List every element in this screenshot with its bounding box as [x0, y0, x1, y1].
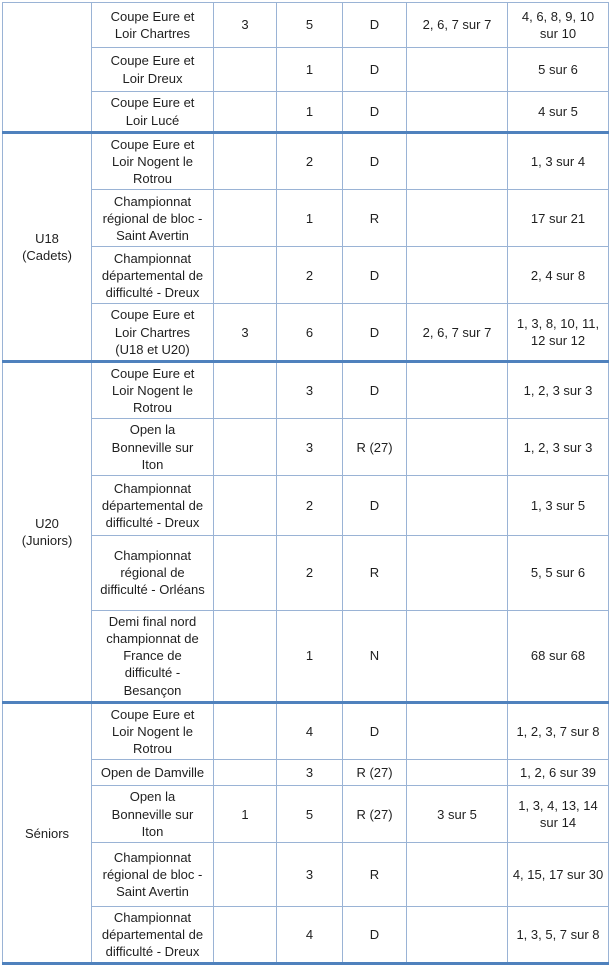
- competition-cell: Demi final nord championnat de France de difficulté - Besançon: [92, 610, 214, 702]
- value-cell: 3: [214, 3, 277, 48]
- value-cell: [407, 92, 508, 133]
- value-cell: D: [343, 361, 407, 418]
- category-cell: U20 (Juniors): [3, 361, 92, 702]
- category-cell: U18 (Cadets): [3, 133, 92, 362]
- table-row: [3, 906, 609, 963]
- value-cell: D: [343, 304, 407, 361]
- competition-cell: Championnat régional de bloc - Saint Avertin: [92, 190, 214, 247]
- value-cell: D: [343, 92, 407, 133]
- value-cell: 5: [277, 3, 343, 48]
- value-cell: 3: [214, 304, 277, 361]
- category-cell: Séniors: [3, 702, 92, 963]
- value-cell: [407, 842, 508, 906]
- value-cell: [214, 702, 277, 759]
- competition-cell: Championnat départemental de difficulté - Dreux: [92, 247, 214, 304]
- value-cell: 2, 6, 7 sur 7: [407, 304, 508, 361]
- value-cell: R (27): [343, 419, 407, 475]
- value-cell: 68 sur 68: [508, 610, 609, 702]
- value-cell: 5, 5 sur 6: [508, 535, 609, 610]
- value-cell: 17 sur 21: [508, 190, 609, 247]
- value-cell: 2, 6, 7 sur 7: [407, 3, 508, 48]
- value-cell: [407, 133, 508, 190]
- competition-cell: Championnat départemental de difficulté - Dreux: [92, 475, 214, 535]
- value-cell: 1, 2, 3, 7 sur 8: [508, 702, 609, 759]
- value-cell: 1: [277, 92, 343, 133]
- table-row: [3, 304, 609, 361]
- value-cell: 2: [277, 133, 343, 190]
- value-cell: [407, 48, 508, 92]
- value-cell: N: [343, 610, 407, 702]
- value-cell: 3: [277, 419, 343, 475]
- value-cell: 5: [277, 786, 343, 842]
- value-cell: [214, 475, 277, 535]
- value-cell: R: [343, 190, 407, 247]
- value-cell: 2, 4 sur 8: [508, 247, 609, 304]
- competition-cell: Open de Damville: [92, 760, 214, 786]
- competition-cell: Championnat départemental de difficulté - Dreux: [92, 906, 214, 963]
- value-cell: R: [343, 535, 407, 610]
- value-cell: R: [343, 842, 407, 906]
- value-cell: [407, 247, 508, 304]
- value-cell: [214, 419, 277, 475]
- table-row: [3, 190, 609, 247]
- value-cell: [407, 419, 508, 475]
- competition-cell: Coupe Eure et Loir Nogent le Rotrou: [92, 133, 214, 190]
- value-cell: [407, 190, 508, 247]
- value-cell: 2: [277, 475, 343, 535]
- value-cell: 4: [277, 906, 343, 963]
- table-row: [3, 760, 609, 786]
- value-cell: 1, 2, 6 sur 39: [508, 760, 609, 786]
- competition-cell: Championnat régional de bloc - Saint Avertin: [92, 842, 214, 906]
- category-cell: [3, 3, 92, 133]
- table-row: [3, 475, 609, 535]
- value-cell: 1: [277, 190, 343, 247]
- table-row: [3, 786, 609, 842]
- competition-cell: Coupe Eure et Loir Lucé: [92, 92, 214, 133]
- competition-cell: Open la Bonneville sur Iton: [92, 419, 214, 475]
- value-cell: 4, 15, 17 sur 30: [508, 842, 609, 906]
- table-row: [3, 92, 609, 133]
- value-cell: R (27): [343, 760, 407, 786]
- value-cell: 3: [277, 361, 343, 418]
- value-cell: 6: [277, 304, 343, 361]
- value-cell: [214, 190, 277, 247]
- value-cell: [214, 535, 277, 610]
- value-cell: 3: [277, 760, 343, 786]
- value-cell: R (27): [343, 786, 407, 842]
- value-cell: 1, 2, 3 sur 3: [508, 419, 609, 475]
- value-cell: D: [343, 48, 407, 92]
- table-row: [3, 842, 609, 906]
- value-cell: D: [343, 906, 407, 963]
- value-cell: 1, 3, 5, 7 sur 8: [508, 906, 609, 963]
- value-cell: [214, 48, 277, 92]
- value-cell: 1, 3, 4, 13, 14 sur 14: [508, 786, 609, 842]
- value-cell: 1, 3 sur 5: [508, 475, 609, 535]
- value-cell: [407, 610, 508, 702]
- table-row: [3, 419, 609, 475]
- table-row: [3, 48, 609, 92]
- table-row: [3, 535, 609, 610]
- page: [0, 2, 611, 960]
- value-cell: 1: [277, 48, 343, 92]
- value-cell: 3 sur 5: [407, 786, 508, 842]
- value-cell: 5 sur 6: [508, 48, 609, 92]
- table-row: [3, 702, 609, 759]
- competition-cell: Open la Bonneville sur Iton: [92, 786, 214, 842]
- value-cell: [214, 610, 277, 702]
- value-cell: D: [343, 247, 407, 304]
- value-cell: 3: [277, 842, 343, 906]
- results-table: [2, 2, 609, 965]
- table-row: [3, 610, 609, 702]
- value-cell: 2: [277, 247, 343, 304]
- value-cell: [214, 133, 277, 190]
- value-cell: [407, 535, 508, 610]
- value-cell: [407, 702, 508, 759]
- value-cell: [407, 361, 508, 418]
- value-cell: 1, 3 sur 4: [508, 133, 609, 190]
- value-cell: [214, 361, 277, 418]
- value-cell: [214, 760, 277, 786]
- results-table-body: [3, 3, 609, 964]
- value-cell: [407, 475, 508, 535]
- value-cell: [214, 906, 277, 963]
- value-cell: [214, 842, 277, 906]
- value-cell: 1: [214, 786, 277, 842]
- competition-cell: Coupe Eure et Loir Chartres: [92, 3, 214, 48]
- value-cell: 2: [277, 535, 343, 610]
- value-cell: [407, 906, 508, 963]
- value-cell: D: [343, 3, 407, 48]
- value-cell: D: [343, 475, 407, 535]
- table-row: [3, 247, 609, 304]
- value-cell: 4 sur 5: [508, 92, 609, 133]
- competition-cell: Coupe Eure et Loir Nogent le Rotrou: [92, 702, 214, 759]
- competition-cell: Coupe Eure et Loir Chartres (U18 et U20): [92, 304, 214, 361]
- value-cell: [214, 247, 277, 304]
- competition-cell: Coupe Eure et Loir Dreux: [92, 48, 214, 92]
- value-cell: 1, 3, 8, 10, 11, 12 sur 12: [508, 304, 609, 361]
- value-cell: [214, 92, 277, 133]
- value-cell: D: [343, 702, 407, 759]
- value-cell: 1, 2, 3 sur 3: [508, 361, 609, 418]
- value-cell: D: [343, 133, 407, 190]
- value-cell: [407, 760, 508, 786]
- value-cell: 4: [277, 702, 343, 759]
- table-row: [3, 133, 609, 190]
- value-cell: 1: [277, 610, 343, 702]
- table-row: [3, 361, 609, 418]
- competition-cell: Championnat régional de difficulté - Orléans: [92, 535, 214, 610]
- competition-cell: Coupe Eure et Loir Nogent le Rotrou: [92, 361, 214, 418]
- value-cell: 4, 6, 8, 9, 10 sur 10: [508, 3, 609, 48]
- table-row: [3, 3, 609, 48]
